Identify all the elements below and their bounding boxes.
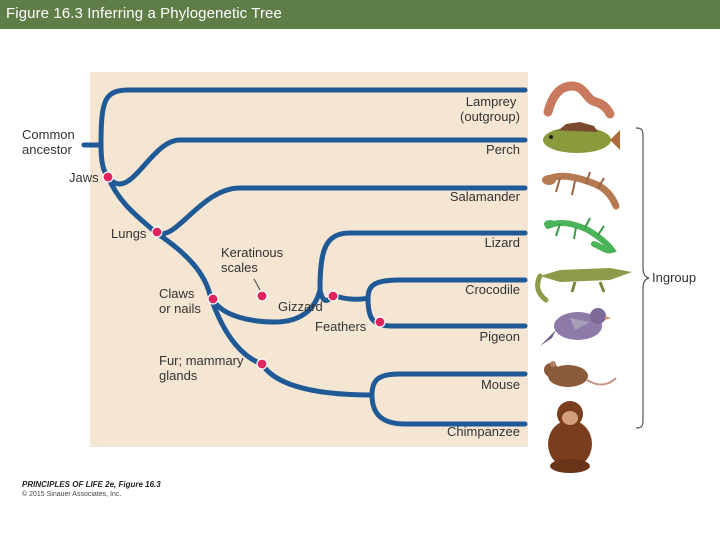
trait-dot-lungs	[152, 227, 162, 237]
trait-dot-jaws	[103, 172, 113, 182]
trait-dot-scales	[257, 291, 267, 301]
taxon-label-pigeon: Pigeon	[479, 329, 520, 344]
trait-label-feathers: Feathers	[315, 319, 367, 334]
trait-label-line: Fur; mammary	[159, 353, 244, 368]
slide-title: Figure 16.3 Inferring a Phylogenetic Tree	[6, 5, 282, 22]
taxon-label-chimpanzee: Chimpanzee	[447, 424, 520, 439]
chimpanzee-icon	[548, 401, 592, 473]
trait-label-line: Keratinous	[221, 245, 284, 260]
figure-credit-copyright: © 2015 Sinauer Associates, Inc.	[22, 491, 122, 498]
trait-label-jaws: Jaws	[69, 170, 99, 185]
trait-label-line: scales	[221, 260, 258, 275]
figure-credit-title: PRINCIPLES OF LIFE 2e, Figure 16.3	[22, 480, 161, 489]
taxon-label-perch: Perch	[486, 142, 520, 157]
taxon-label-mouse: Mouse	[480, 377, 520, 392]
trait-label-claws	[159, 286, 201, 316]
root-label-line: ancestor	[22, 142, 72, 157]
trait-label-line: glands	[159, 368, 198, 383]
taxon-label-salamander: Salamander	[449, 189, 520, 204]
lizard-icon	[544, 218, 612, 250]
trait-dot-claws	[208, 294, 218, 304]
trait-dot-fur	[257, 359, 267, 369]
trait-label-line: Claws	[159, 286, 195, 301]
ingroup-label: Ingroup	[652, 270, 697, 285]
trait-label-lungs: Lungs	[111, 226, 147, 241]
animal-illustrations	[538, 86, 632, 473]
taxon-label-lizard: Lizard	[484, 235, 520, 250]
root-label-line: Common	[22, 127, 75, 142]
taxon-label-lamprey	[460, 94, 520, 124]
ingroup-bracket	[636, 128, 649, 428]
trait-label-gizzard: Gizzard	[278, 299, 323, 314]
taxon-label-crocodile: Crocodile	[465, 282, 520, 297]
taxon-label-line: Lamprey	[465, 94, 517, 109]
trait-dot-gizzard	[328, 291, 338, 301]
trait-label-line: or nails	[159, 301, 201, 316]
mouse-icon	[544, 361, 616, 387]
trait-dot-feathers	[375, 317, 385, 327]
fish-icon	[543, 122, 620, 153]
root-label	[22, 127, 78, 157]
crocodile-icon	[538, 268, 632, 300]
taxon-label-line: (outgroup)	[460, 109, 520, 124]
worm-like-lamprey-icon	[548, 86, 610, 114]
pigeon-icon	[540, 308, 611, 346]
salamander-icon	[542, 172, 616, 206]
